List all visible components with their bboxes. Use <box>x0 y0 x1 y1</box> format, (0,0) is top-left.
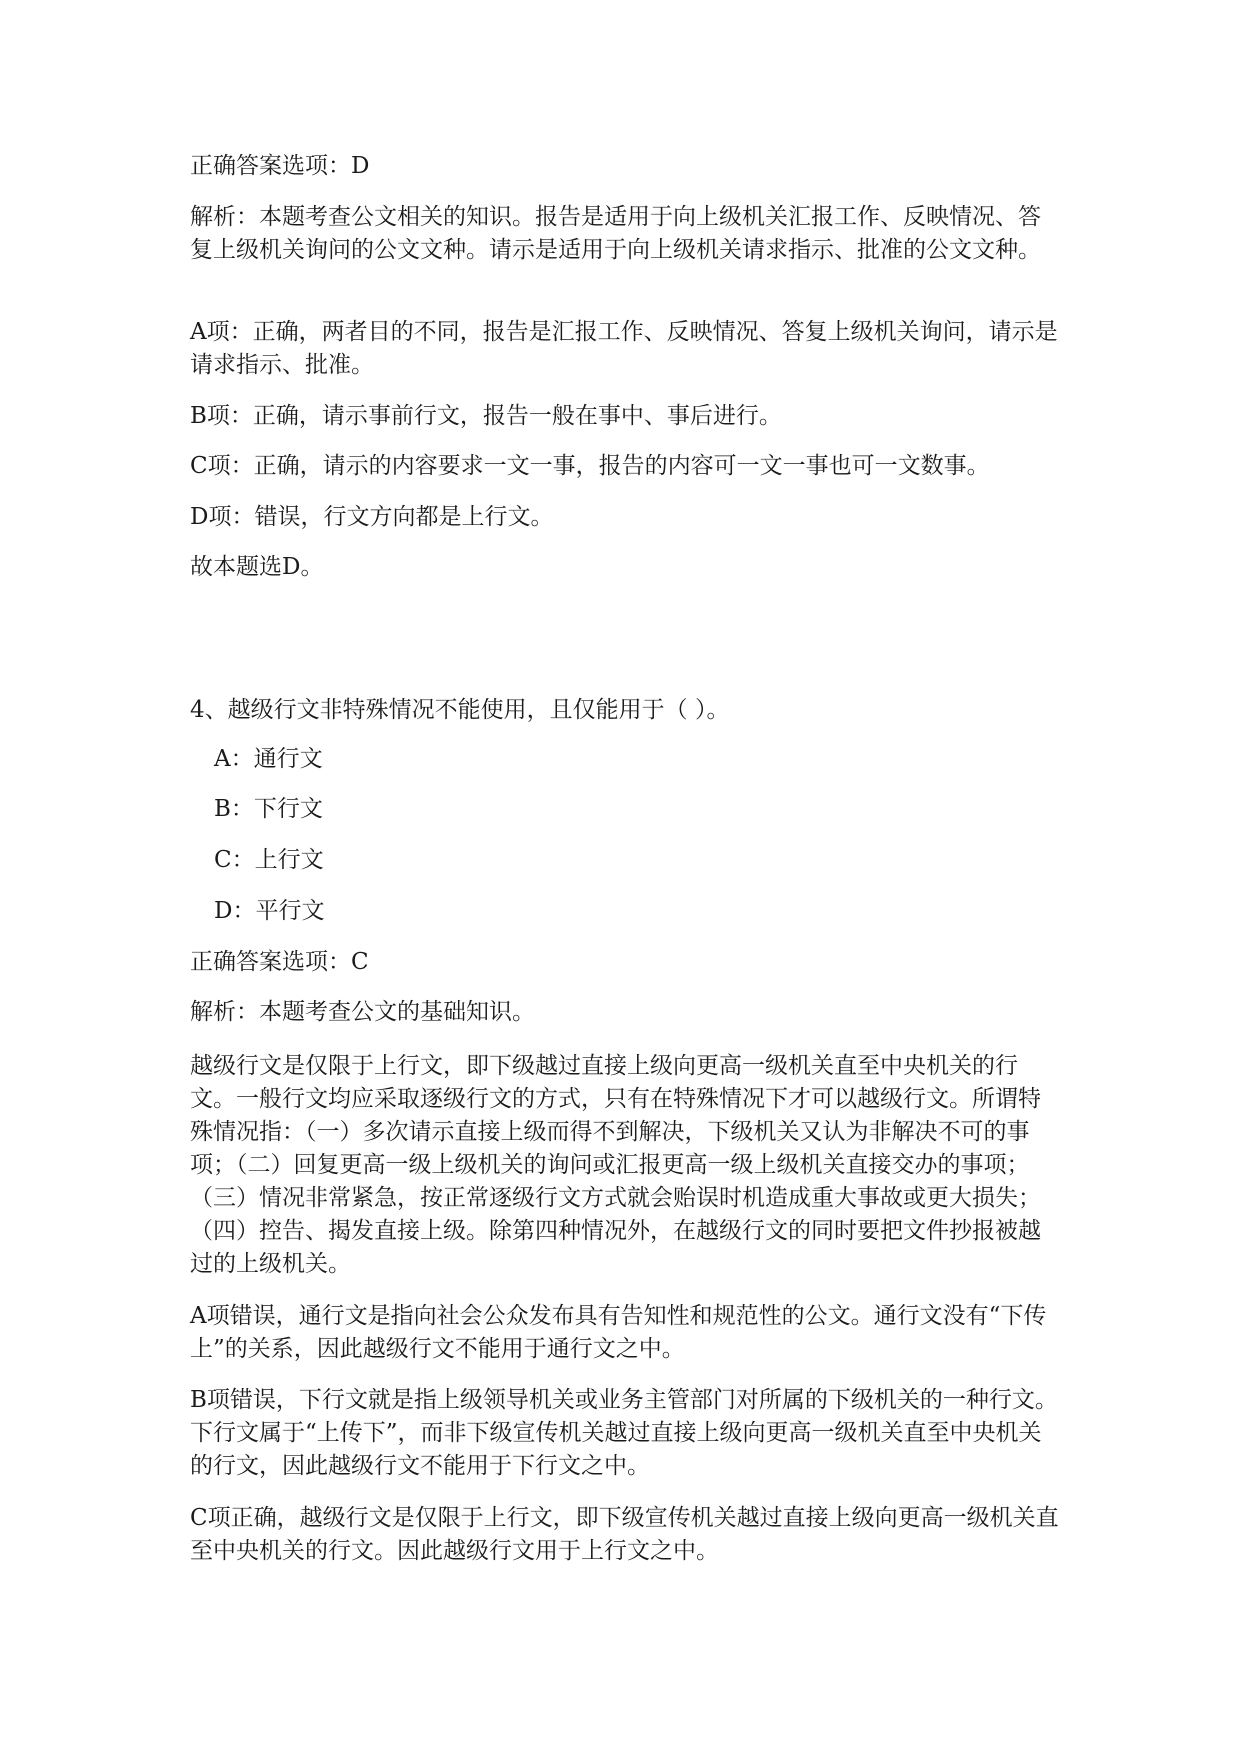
q4-option-b: B：下行文 <box>214 796 323 822</box>
q3-option-d-explanation: D项：错误，行文方向都是上行文。 <box>190 504 554 530</box>
q3-option-b-explanation: B项：正确，请示事前行文，报告一般在事中、事后进行。 <box>190 403 782 429</box>
q3-analysis: 解析：本题考查公文相关的知识。报告是适用于向上级机关汇报工作、反映情况、答复上级机关询问的公文文种。请示是适用于向上级机关请求指示、批准的公文文种。 <box>190 204 1041 263</box>
q4-option-a-explanation: A项错误，通行文是指向社会公众发布具有告知性和规范性的公文。通行文没有“下传上”的关系，因此越级行文不能用于通行文之中。 <box>190 1303 1047 1362</box>
q3-answer: 正确答案选项：D <box>190 153 370 179</box>
q3-option-a-explanation: A项：正确，两者目的不同，报告是汇报工作、反映情况、答复上级机关询问，请示是请求指示、批准。 <box>190 319 1058 378</box>
q4-analysis: 解析：本题考查公文的基础知识。 <box>190 999 535 1025</box>
q3-option-c-explanation: C项：正确，请示的内容要求一文一事，报告的内容可一文一事也可一文数事。 <box>190 453 990 479</box>
q4-option-b-explanation: B项错误，下行文就是指上级领导机关或业务主管部门对所属的下级机关的一种行文。下行文属于“上传下”，而非下级宣传机关越过直接上级向更高一级机关直至中央机关的行文，因此越级行文不能用于下行文之中。 <box>190 1387 1058 1479</box>
q4-option-c-explanation: C项正确，越级行文是仅限于上行文，即下级宣传机关越过直接上级向更高一级机关直至中央机关的行文。因此越级行文用于上行文之中。 <box>190 1505 1059 1564</box>
q4-option-d: D：平行文 <box>214 898 325 924</box>
q4-answer: 正确答案选项：C <box>190 949 369 975</box>
q3-conclusion: 故本题选D。 <box>190 554 324 580</box>
q4-option-c: C：上行文 <box>214 847 324 873</box>
q4-question: 4、越级行文非特殊情况不能使用，且仅能用于（ ）。 <box>190 697 730 723</box>
q4-option-a: A：通行文 <box>214 746 323 772</box>
q4-explanation: 越级行文是仅限于上行文，即下级越过直接上级向更高一级机关直至中央机关的行文。一般行文均应采取逐级行文的方式，只有在特殊情况下才可以越级行文。所谓特殊情况指：（一）多次请示直接上级而得不到解决，下级机关又认为非解决不可的事项；（二）回复更高一级上级机关的询问或汇报更高一级上级机关直接交办的事项；（三）情况非常紧急，按正常逐级行文方式就会贻误时机造成重大事故或更大损失；（四）控告、揭发直接上级。除第四种情况外，在越级行文的同时要把文件抄报被越过的上级机关。 <box>190 1053 1041 1277</box>
